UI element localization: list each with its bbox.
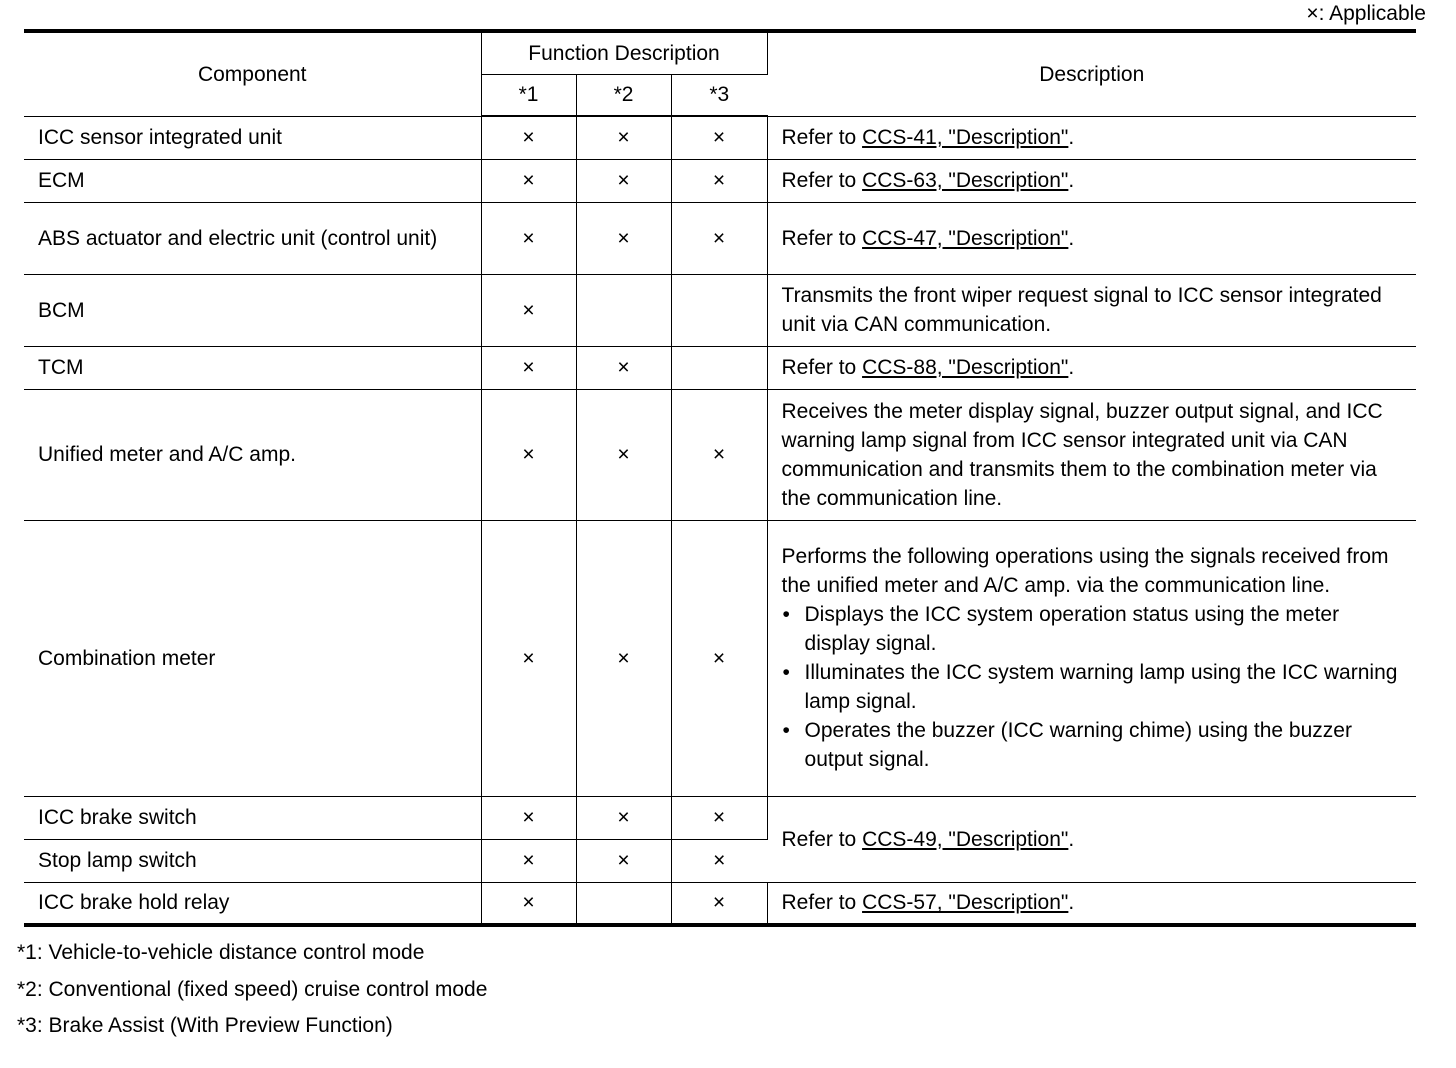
- table-row: [24, 274, 1416, 346]
- description-suffix: .: [1068, 226, 1075, 250]
- description-text: Refer to: [781, 226, 863, 250]
- footnote-mode-2: *2: Conventional (fixed speed) cruise control mode: [17, 977, 488, 1001]
- bullet-item: • Illuminates the ICC system warning lamp using the ICC warning lamp signal.: [782, 658, 1403, 716]
- mode-3-mark: ×: [671, 520, 767, 796]
- mode-2-mark: [576, 274, 671, 346]
- component-cell: ICC brake switch: [24, 796, 481, 839]
- header-mode-1: *1: [481, 74, 576, 116]
- component-cell: BCM: [24, 274, 481, 346]
- description-suffix: .: [1068, 356, 1075, 379]
- description-text: Transmits the front wiper request signal to ICC sensor integrated unit via CAN communication.: [781, 284, 1382, 336]
- mode-3-mark: ×: [671, 882, 767, 925]
- table-row: [24, 882, 1416, 925]
- reference-link[interactable]: CCS-63, "Description": [862, 169, 1069, 192]
- description-cell: [767, 346, 1416, 389]
- mode-2-mark: ×: [576, 159, 671, 202]
- table-row: [24, 346, 1416, 389]
- description-cell: [767, 520, 1416, 796]
- mode-1-mark: ×: [481, 839, 576, 882]
- mode-2-mark: ×: [576, 389, 671, 520]
- description-text: Refer to: [781, 126, 863, 149]
- component-cell: TCM: [24, 346, 481, 389]
- description-text: Refer to: [781, 356, 863, 379]
- mode-1-mark: ×: [481, 274, 576, 346]
- table-row: [24, 159, 1416, 202]
- component-cell: ICC brake hold relay: [24, 882, 481, 925]
- mode-3-mark: ×: [671, 159, 767, 202]
- mode-1-mark: ×: [481, 346, 576, 389]
- description-suffix: .: [1068, 126, 1075, 149]
- component-cell: ABS actuator and electric unit (control unit): [24, 202, 481, 274]
- table-row: [24, 796, 1416, 839]
- footnotes: [17, 935, 487, 1045]
- mode-1-mark: ×: [481, 389, 576, 520]
- mode-2-mark: ×: [576, 346, 671, 389]
- mode-2-mark: ×: [576, 202, 671, 274]
- description-text: Refer to: [781, 827, 863, 851]
- header-mode-3: *3: [671, 74, 767, 116]
- mode-3-mark: ×: [671, 202, 767, 274]
- footnote-mode-3: *3: Brake Assist (With Preview Function): [17, 1014, 393, 1037]
- reference-link[interactable]: CCS-57, "Description": [862, 891, 1069, 915]
- bullet-item: • Operates the buzzer (ICC warning chime) using the buzzer output signal.: [782, 716, 1403, 774]
- description-text: Performs the following operations using the signals received from the unified meter and A/C amp. via the communication line.: [781, 545, 1389, 597]
- description-suffix: .: [1068, 891, 1075, 915]
- mode-3-mark: [671, 274, 767, 346]
- mode-3-mark: ×: [671, 796, 767, 839]
- mode-1-mark: ×: [481, 202, 576, 274]
- mode-3-mark: ×: [671, 389, 767, 520]
- component-cell: ICC sensor integrated unit: [24, 116, 481, 159]
- mode-3-mark: [671, 346, 767, 389]
- description-cell: [767, 796, 1416, 882]
- mode-1-mark: ×: [481, 159, 576, 202]
- header-mode-2: *2: [576, 74, 671, 116]
- footnote-mode-1: *1: Vehicle-to-vehicle distance control mode: [17, 941, 425, 964]
- description-text: Refer to: [781, 891, 863, 915]
- reference-link[interactable]: CCS-88, "Description": [862, 356, 1069, 379]
- header-description: Description: [767, 31, 1416, 116]
- mode-2-mark: [576, 882, 671, 925]
- bullet-item: • Displays the ICC system operation status using the meter display signal.: [782, 600, 1403, 658]
- description-cell: [767, 882, 1416, 925]
- description-text: Refer to: [781, 169, 863, 192]
- reference-link[interactable]: CCS-41, "Description": [862, 126, 1069, 149]
- mode-1-mark: ×: [481, 520, 576, 796]
- mode-2-mark: ×: [576, 796, 671, 839]
- bullet-list: [782, 600, 1403, 774]
- legend-applicable: ×: Applicable: [1306, 2, 1426, 25]
- reference-link[interactable]: CCS-49, "Description": [862, 827, 1069, 851]
- description-cell: [767, 159, 1416, 202]
- mode-1-mark: ×: [481, 116, 576, 159]
- table-row: [24, 520, 1416, 796]
- component-cell: ECM: [24, 159, 481, 202]
- mode-2-mark: ×: [576, 520, 671, 796]
- mode-3-mark: ×: [671, 839, 767, 882]
- description-suffix: .: [1068, 169, 1075, 192]
- description-suffix: .: [1068, 827, 1075, 851]
- reference-link[interactable]: CCS-47, "Description": [862, 226, 1069, 250]
- description-cell: [767, 274, 1416, 346]
- header-component: Component: [24, 31, 481, 116]
- description-cell: [767, 116, 1416, 159]
- mode-1-mark: ×: [481, 796, 576, 839]
- component-cell: Stop lamp switch: [24, 839, 481, 882]
- table-row: [24, 202, 1416, 274]
- mode-2-mark: ×: [576, 116, 671, 159]
- mode-2-mark: ×: [576, 839, 671, 882]
- component-cell: Unified meter and A/C amp.: [24, 389, 481, 520]
- table-row: [24, 116, 1416, 159]
- component-table: [24, 29, 1416, 927]
- description-text: Receives the meter display signal, buzzer output signal, and ICC warning lamp signal from ICC sensor integrated unit via CAN communication and transmits them to the combination meter via the communication line.: [781, 399, 1383, 510]
- mode-1-mark: ×: [481, 882, 576, 925]
- table-row: [24, 389, 1416, 520]
- header-function-description: Function Description: [481, 31, 767, 74]
- description-cell: [767, 389, 1416, 520]
- description-cell: [767, 202, 1416, 274]
- mode-3-mark: ×: [671, 116, 767, 159]
- component-cell: Combination meter: [24, 520, 481, 796]
